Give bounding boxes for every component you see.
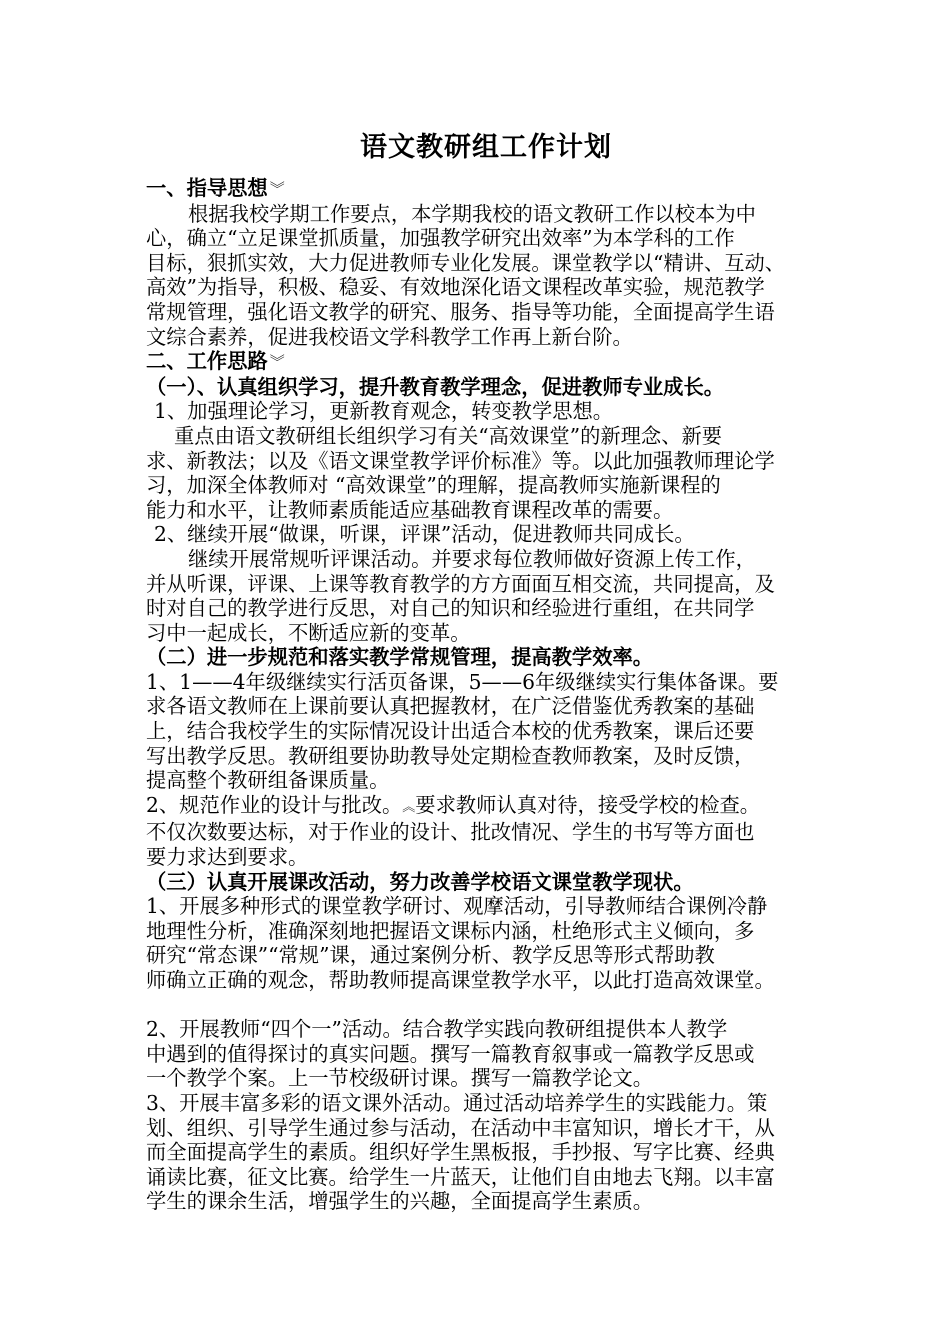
paragraph-line: 一个教学个案。上一节校级研讨课。撰写一篇教学论文。 bbox=[146, 1066, 654, 1091]
paragraph-line: 习，加深全体教师对 “高效课堂”的理解，提高教师实施新课程的 bbox=[146, 473, 721, 498]
paragraph-line: 地理性分析，准确深刻地把握语文课标内涵，杜绝形式主义倾向，多 bbox=[146, 918, 755, 943]
paragraph-line: 要力求达到要求。 bbox=[146, 845, 309, 870]
paragraph-line: 研究“常态课”“常规”课，通过案例分析、教学反思等形式帮助教 bbox=[146, 943, 715, 968]
item-title: 1、加强理论学习，更新教育观念，转变教学思想。 bbox=[154, 399, 614, 424]
section-heading-guiding-thought bbox=[146, 176, 826, 202]
paragraph-line: 高效”为指导，积极、稳妥、有效地深化语文课程改革实验，规范教学 bbox=[146, 275, 765, 300]
section-heading-text: 二、工作思路 bbox=[146, 349, 268, 374]
paragraph-line: 提高整个教研组备课质量。 bbox=[146, 768, 390, 793]
paragraph-line: 1、1——4年级继续实行活页备课，5——6年级继续实行集体备课。要 bbox=[146, 669, 779, 694]
paragraph-line: 1、开展多种形式的课堂教学研讨、观摩活动，引导教师结合课例冷静 bbox=[146, 894, 768, 919]
paragraph-text: 要求教师认真对待，接受学校的检查。 bbox=[415, 792, 761, 817]
paragraph-line: 划、组织、引导学生通过参与活动，在活动中丰富知识，增长才干，从 bbox=[146, 1115, 775, 1140]
paragraph-line: 2、开展教师“四个一”活动。结合教学实践向教研组提供本人教学 bbox=[146, 1017, 728, 1042]
paragraph-line: 求各语文教师在上课前要认真把握教材，在广泛借鉴优秀教案的基础 bbox=[146, 694, 755, 719]
inline-mark-icon: ︽ bbox=[402, 799, 416, 815]
section-mark-icon: ︾ bbox=[269, 180, 285, 198]
paragraph-line: 心，确立“立足课堂抓质量，加强教学研究出效率”为本学科的工作 bbox=[146, 226, 735, 251]
subsection-heading-2: （二）进一步规范和落实教学常规管理，提高教学效率。 bbox=[146, 645, 654, 670]
subsection-heading-3: （三）认真开展课改活动，努力改善学校语文课堂教学现状。 bbox=[146, 869, 694, 894]
paragraph-line: 并从听课，评课、上课等教育教学的方方面面互相交流，共同提高，及 bbox=[146, 571, 775, 596]
paragraph-line: 继续开展常规听评课活动。并要求每位教师做好资源上传工作， bbox=[188, 546, 756, 571]
paragraph-line: 中遇到的值得探讨的真实问题。撰写一篇教育叙事或一篇教学反思或 bbox=[146, 1041, 755, 1066]
section-mark-icon: ︾ bbox=[269, 353, 285, 372]
paragraph-line: 3、开展丰富多彩的语文课外活动。通过活动培养学生的实践能力。策 bbox=[146, 1090, 768, 1115]
paragraph-line: 求、新教法；以及《语文课堂教学评价标准》等。以此加强教师理论学 bbox=[146, 448, 775, 473]
paragraph-line: 重点由语文教研组长组织学习有关“高效课堂”的新理念、新要 bbox=[174, 423, 723, 448]
paragraph-line: 而全面提高学生的素质。组织好学生黑板报，手抄报、写字比赛、经典 bbox=[146, 1140, 775, 1165]
paragraph-line bbox=[146, 793, 826, 821]
paragraph-line: 文综合素养，促进我校语文学科教学工作再上新台阶。 bbox=[146, 324, 633, 349]
paragraph-line: 上，结合我校学生的实际情况设计出适合本校的优秀教案，课后还要 bbox=[146, 719, 755, 744]
blank-line bbox=[146, 993, 826, 1018]
paragraph-line: 能力和水平，让教师素质能适应基础教育课程改革的需要。 bbox=[146, 497, 674, 522]
paragraph-line: 不仅次数要达标，对于作业的设计、批改情况、学生的书写等方面也 bbox=[146, 820, 755, 845]
paragraph-line: 学生的课余生活，增强学生的兴趣，全面提高学生素质。 bbox=[146, 1189, 654, 1214]
paragraph-line: 常规管理，强化语文教学的研究、服务、指导等功能，全面提高学生语 bbox=[146, 299, 775, 324]
item-title: 2、继续开展“做课，听课，评课”活动，促进教师共同成长。 bbox=[154, 522, 695, 547]
paragraph-line: 师确立正确的观念，帮助教师提高课堂教学水平，以此打造高效课堂。 bbox=[146, 968, 775, 992]
paragraph-line: 习中一起成长，不断适应新的变革。 bbox=[146, 620, 471, 645]
paragraph-line: 时对自己的教学进行反思，对自己的知识和经验进行重组，在共同学 bbox=[146, 596, 755, 621]
document-title: 语文教研组工作计划 bbox=[360, 132, 612, 163]
paragraph-line: 诵读比赛，征文比赛。给学生一片蓝天，让他们自由地去飞翔。以丰富 bbox=[146, 1164, 775, 1189]
subsection-heading-1: （一）、认真组织学习，提升教育教学理念，促进教师专业成长。 bbox=[146, 374, 725, 399]
paragraph-line: 目标，狠抓实效，大力促进教师专业化发展。课堂教学以“精讲、互动、 bbox=[146, 250, 786, 275]
section-heading-text: 一、指导思想 bbox=[146, 176, 268, 200]
paragraph-line: 根据我校学期工作要点，本学期我校的语文教研工作以校本为中 bbox=[188, 201, 756, 226]
section-heading-work-approach bbox=[146, 349, 826, 375]
document-page bbox=[146, 128, 826, 1214]
paragraph-line: 写出教学反思。教研组要协助教导处定期检查教师教案，及时反馈， bbox=[146, 743, 755, 768]
paragraph-text: 2、规范作业的设计与批改。 bbox=[146, 792, 403, 817]
